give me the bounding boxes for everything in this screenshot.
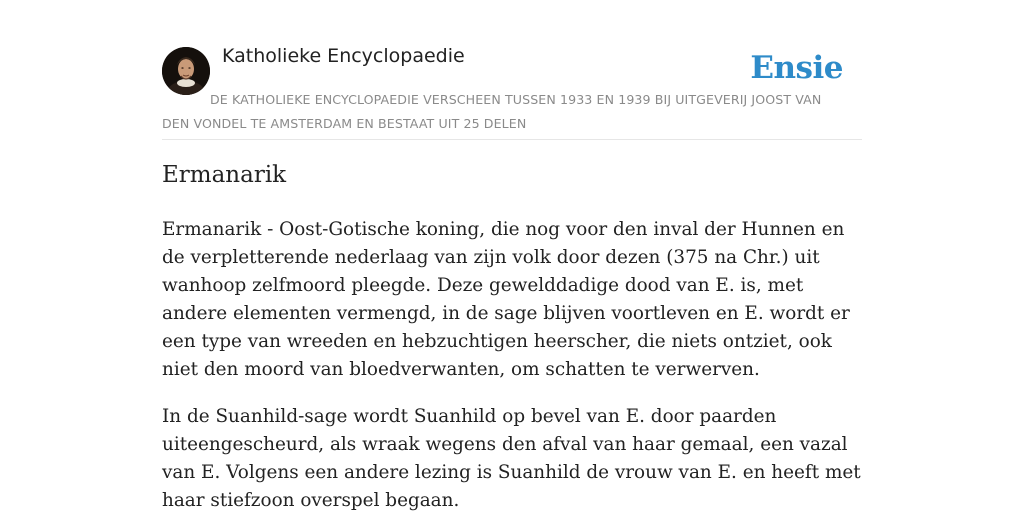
source-description: DE KATHOLIEKE ENCYCLOPAEDIE VERSCHEEN TUSSEN 1933 EN 1939 BIJ UITGEVERIJ JOOST VAN DEN VONDEL TE AMSTERDAM EN BESTAAT UIT 25 DELEN — [162, 92, 822, 131]
source-title-link[interactable]: Katholieke Encyclopaedie — [222, 45, 465, 67]
article-paragraph: In de Suanhild-sage wordt Suanhild op bevel van E. door paarden uiteengescheurd, als wraak wegens den afval van haar gemaal, een vazal van E. Volgens een andere lezing is Suanhild de vrouw van E. en heeft met haar stiefzoon overspel begaan. — [162, 406, 861, 511]
header-divider — [162, 139, 862, 140]
brand-logo[interactable]: Ensie — [750, 50, 843, 86]
article-title: Ermanarik — [162, 162, 287, 188]
article-body — [162, 216, 862, 512]
article-paragraph: Ermanarik - Oost-Gotische koning, die nog voor den inval der Hunnen en de verpletterende nederlaag van zijn volk door dezen (375 na Chr.) uit wanhoop zelfmoord pleegde. Deze gewelddadige dood van E. is, met andere elementen vermengd, in de sage blijven voortleven en E. wordt er een type van wreeden en hebzuchtigen heerscher, die niets ontziet, ook niet den moord van bloedverwanten, om schatten te verwerven. — [162, 219, 850, 380]
